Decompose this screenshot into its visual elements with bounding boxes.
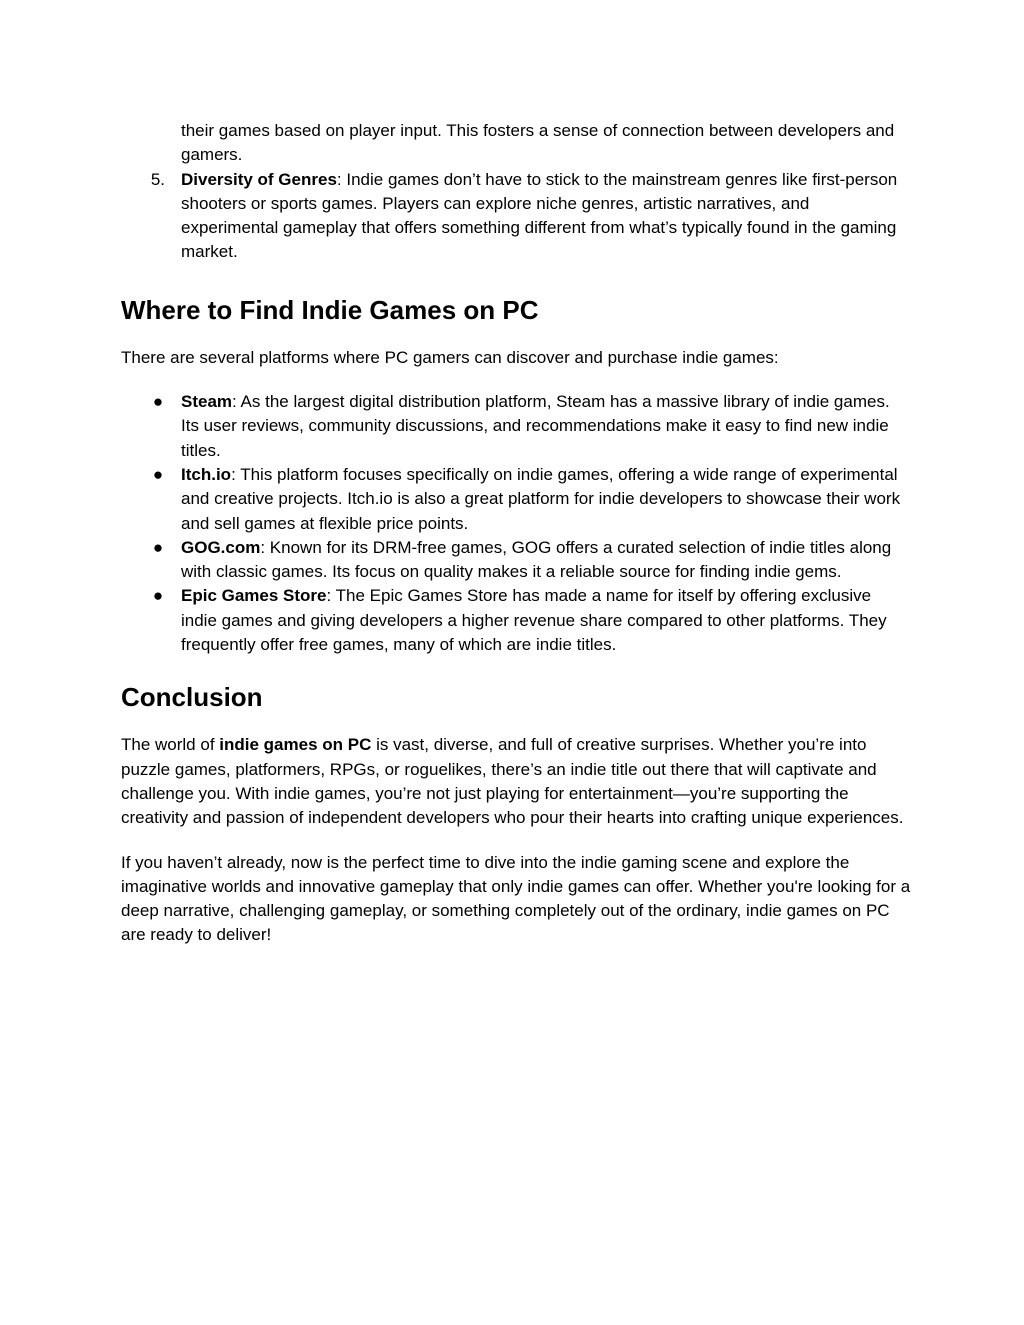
section-heading-where-to-find: Where to Find Indie Games on PC <box>121 294 539 325</box>
list-item-term: GOG.com <box>181 537 261 557</box>
bullet-icon: ● <box>152 586 164 606</box>
paragraph-emphasis: indie games on PC <box>219 735 372 755</box>
section-intro: There are several platforms where PC gamers can discover and purchase indie games: <box>121 347 779 367</box>
document-body <box>121 119 911 948</box>
list-item-itch-io <box>121 463 911 536</box>
paragraph-text: is vast, diverse, and full of creative surprises. Whether you’re into puzzle games, platformers, RPGs, or roguelikes, there’s an indie title out there that will captivate and challenge you. With indie games, you’re not just playing for entertainment—you’re supporting the creativity and passion of independent developers who pour their hearts into crafting unique experiences. <box>121 735 904 828</box>
bullet-icon: ● <box>152 392 164 412</box>
list-item-epic-games-store <box>121 584 911 657</box>
list-item-text: : This platform focuses specifically on indie games, offering a wide range of experimental and creative projects. Itch.io is also a great platform for indie developers to showcase their work and sell games at flexible price points. <box>181 464 901 533</box>
list-item-term: Diversity of Genres <box>181 169 337 189</box>
list-item-diversity-of-genres <box>121 168 911 265</box>
list-item-term: Epic Games Store <box>181 586 327 606</box>
list-item-text: their games based on player input. This fosters a sense of connection between developers and gamers. <box>181 121 895 165</box>
list-item-gog <box>121 536 911 585</box>
conclusion-paragraph-2: If you haven’t already, now is the perfect time to dive into the indie gaming scene and explore the imaginative worlds and innovative gameplay that only indie games can offer. Whether you're looking for a deep narrative, challenging gameplay, or something completely out of the ordinary, indie games on PC are ready to deliver! <box>121 852 911 945</box>
conclusion-paragraph-1 <box>121 733 911 830</box>
platform-list <box>121 390 911 657</box>
list-item-term: Itch.io <box>181 464 232 484</box>
list-item-text: : Known for its DRM-free games, GOG offers a curated selection of indie titles along with classic games. Its focus on quality makes it a reliable source for finding indie gems. <box>181 537 892 582</box>
list-item-continued <box>121 119 911 168</box>
list-number: 5. <box>150 169 165 189</box>
bullet-icon: ● <box>152 464 164 484</box>
list-item-term: Steam <box>181 392 233 412</box>
list-item-text: : As the largest digital distribution platform, Steam has a massive library of indie games. Its user reviews, community discussions, and recommendations make it easy to find new indie titles. <box>181 392 890 460</box>
bullet-icon: ● <box>152 537 164 557</box>
numbered-list <box>121 119 911 265</box>
list-item-text: : Indie games don’t have to stick to the mainstream genres like first-person shooters or sports games. Players can explore niche genres, artistic narratives, and experimental gameplay that offers something different from what’s typically found in the gaming market. <box>181 169 898 262</box>
section-heading-conclusion: Conclusion <box>121 682 263 713</box>
list-item-text: : The Epic Games Store has made a name for itself by offering exclusive indie games and giving developers a higher revenue share compared to other platforms. They frequently offer free games, many of which are indie titles. <box>181 586 887 655</box>
paragraph-text: The world of <box>121 735 220 755</box>
list-item-steam <box>121 390 911 463</box>
